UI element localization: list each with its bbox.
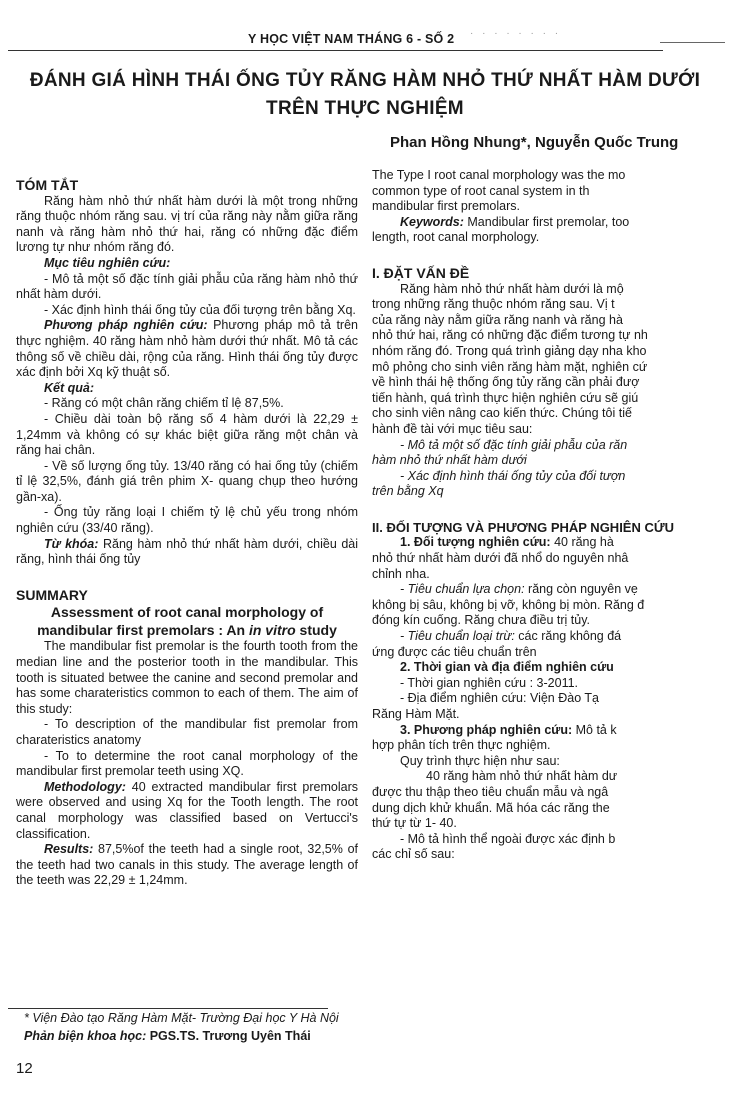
summary-title-line-1: Assessment of root canal morphology of [50,604,324,621]
s2-line: các chỉ số sau: [372,847,455,862]
s2-method-label: 3. Phương pháp nghiên cứu: [400,722,573,737]
summary-aim-1: - To description of the mandibular fist premolar from charateristics anatomy [16,717,358,747]
reviewer-label: Phản biện khoa học: [24,1029,147,1043]
s1-line: trong những răng thuộc nhóm răng sau. Vị t [372,297,615,312]
s1-line: của răng này nằm giữa răng nanh và răng hà [372,312,623,327]
s1-aim-1-cont: hàm nhỏ thứ nhất hàm dưới [372,453,527,468]
methods-vi-label: Phương pháp nghiên cứu: [44,318,208,333]
objective-2: - Xác định hình thái ống tủy của đối tượng trên bằng Xq. [44,302,356,317]
keywords-vi-text: Răng hàm nhỏ thứ nhất hàm dưới, chiều dài răng, hình thái ống tủy [16,536,358,567]
result-vi-4: - Ống tủy răng loại I chiếm tỷ lệ chủ yếu trong nhóm nghiên cứu (33/40 răng). [16,505,358,536]
article-title-line-2: TRÊN THỰC NGHIỆM [266,98,464,119]
s2-line: thứ tự từ 1- 40. [372,816,457,831]
s2-subjects [372,535,700,551]
footnote-rule [8,1008,328,1009]
result-vi-3: - Về số lượng ống tủy. 13/40 răng có hai ống tủy (chiếm tỉ lệ 32,5%, đánh giá trên phim X- quang chụp theo hướng gần-xa). [16,458,358,504]
section-1-heading: I. ĐẶT VẤN ĐỀ [372,264,470,281]
summary-title-2b: in vitro [248,622,296,639]
s2-line: được thu thập theo tiêu chuẩn mẫu và ngâ [372,784,609,799]
keywords-vi-label: Từ khóa: [44,536,99,551]
s1-line: mô phỏng cho sinh viên răng hàm mặt, nghiên cứ [372,359,648,374]
summary-title-2a: mandibular first premolars : An [37,622,249,639]
methodology-en-text: 40 extracted mandibular first premolars were observed and using Xq for the Tooth length. The root canal morphology was classified based on Vertucci's classification. [16,779,358,841]
s1-aim-2: - Xác định hình thái ống tủy của đối tượn [400,468,626,483]
running-header [0,26,731,52]
keywords-en-text: Mandibular first premolar, too [463,214,630,229]
results-en [16,842,358,889]
summary-cont-line-3: mandibular first premolars. [372,199,520,214]
s1-line: về hình thái hệ thống ống tủy răng cần phải đượ [372,375,640,390]
summary-intro: The mandibular fist premolar is the fourth tooth from the median line and the posterior tooth in the mandibular. This tooth is situated betwee the canine and second premolar and has some charateristics common to each of them. The aim of this study: [16,639,358,716]
s2-inclusion-label: - Tiêu chuẩn lựa chọn: [400,582,525,597]
header-dash [660,42,725,43]
s1-line: nhỏ thứ hai, răng có những đặc điểm tương tự nh [372,328,648,343]
s2-inclusion [372,582,700,598]
objectives-label: Mục tiêu nghiên cứu: [44,255,171,270]
s2-inclusion-text: răng còn nguyên vẹ [524,582,638,597]
s2-time: - Thời gian nghiên cứu : 3-2011. [400,675,579,690]
abstract-vi-intro: Răng hàm nhỏ thứ nhất hàm dưới là một trong những răng thuộc nhóm răng sau. vị trí của răng này nằm giữa răng nanh và răng hàm nhỏ thứ hai, răng có những đặc điểm lương tự như nhóm răng đó. [16,193,358,255]
keywords-en-line-2: length, root canal morphology. [372,230,540,245]
s2-subjects-text: 40 răng hà [550,535,614,550]
result-vi-1: - Răng có một chân răng chiếm tỉ lệ 87,5%. [44,396,284,411]
s2-line: Răng Hàm Mặt. [372,707,460,721]
s2-method [372,723,700,739]
s2-line: chỉnh nha. [372,566,430,581]
s2-line: nhỏ thứ nhất hàm dưới đã nhổ do nguyên nhâ [372,551,629,566]
scan-noise: · · · · · · · · [470,28,562,39]
s1-line: cho sinh viên nâng cao kiến thức. Chúng tôi tiế [372,406,632,421]
s2-place: - Địa điểm nghiên cứu: Viện Đào Tạ [400,691,599,706]
summary-aim-2: - To to determine the root canal morphology of the mandibular first premolar teeth using XQ. [16,748,358,779]
results-en-text: 87,5%of the teeth had a single root, 32,5% of the teeth had two canals in this study. The average length of the teeth was 22,29 ± 1,24mm. [16,842,358,888]
methodology-en [16,780,358,842]
summary-heading: SUMMARY [16,586,88,603]
s2-subjects-label: 1. Đối tượng nghiên cứu: [400,535,551,550]
objective-1: - Mô tả một số đặc tính giải phẫu của răng hàm nhỏ thứ nhất hàm dưới. [16,271,358,302]
s2-line: 40 răng hàm nhỏ thứ nhất hàm dư [426,769,618,784]
keywords-en-label: Keywords: [400,214,464,229]
s2-line: hợp phân tích trên thực nghiệm. [372,738,551,753]
s1-line: Răng hàm nhỏ thứ nhất hàm dưới là mộ [400,281,624,296]
s2-exclusion [372,629,700,645]
article-title-line-1: ĐÁNH GIÁ HÌNH THÁI ỐNG TỦY RĂNG HÀM NHỎ THỨ NHẤT HÀM DƯỚI [29,70,701,91]
methods-vi-text: Phương pháp mô tả trên thực nghiệm. 40 răng hàm nhỏ hàm dưới thứ nhất. Mô tả các thông số về chiều dài, rộng của răng. Hình thái ống tủy được xác định bởi Xq kỹ thuật số. [16,318,358,380]
reviewer-name: PGS.TS. Trương Uyên Thái [146,1029,311,1043]
s1-line: hành đề tài với mục tiêu sau: [372,421,533,436]
keywords-en [372,215,700,231]
results-en-label: Results: [44,842,94,857]
summary-title-2c: study [295,622,337,639]
s2-line: đóng kín cuống. Răng chưa điều trị tủy. [372,613,590,628]
author-list: Phan Hồng Nhung*, Nguyễn Quốc Trung [390,134,679,151]
summary-title-line-2 [16,621,358,639]
s2-procedure: Quy trình thực hiện như sau: [400,753,560,768]
journal-running-head: Y HỌC VIỆT NAM THÁNG 6 - SỐ 2 [248,32,455,46]
page-number: 12 [16,1060,33,1077]
summary-cont-line-1: The Type I root canal morphology was the mo [372,168,626,182]
s1-line: nhóm răng đó. Trong quá trình giảng dạy nha kho [372,343,647,358]
s1-line: tiến hành, quá trình thực hiện nghiên cứu sẽ giú [372,390,639,405]
summary-cont-line-2: common type of root canal system in th [372,183,590,198]
s1-aim-1: - Mô tả một số đặc tính giải phẫu của răn [400,437,628,452]
footnote-reviewer [24,1029,311,1043]
s2-exclusion-label: - Tiêu chuẩn loại trừ: [400,629,515,644]
s2-time-place-heading: 2. Thời gian và địa điểm nghiên cứu [400,660,614,675]
s1-aim-2-cont: trên bằng Xq [372,484,444,499]
s2-line: - Mô tả hình thể ngoài được xác định b [400,831,616,846]
right-column [372,168,700,863]
section-2-heading: II. ĐỐI TƯỢNG VÀ PHƯƠNG PHÁP NGHIÊN CỨU [372,519,675,535]
keywords-vi [16,537,358,568]
s2-line: dung dịch khử khuẩn. Mã hóa các răng the [372,800,610,815]
s2-exclusion-text: các răng không đá [514,629,622,644]
s2-line: ứng được các tiêu chuẩn trên [372,644,537,659]
header-rule [8,50,663,51]
result-vi-2: - Chiều dài toàn bộ răng số 4 hàm dưới là 22,29 ± 1,24mm và không có sự khác biệt giữa răng một chân và răng hai chân. [16,411,358,458]
methodology-en-label: Methodology: [44,779,126,794]
results-vi-label: Kết quả: [44,380,94,395]
s2-method-text: Mô tả k [572,722,617,737]
methods-vi [16,318,358,380]
abstract-vi-heading: TÓM TẮT [16,177,79,193]
s2-line: không bị sâu, không bị vỡ, không bị mòn. Răng đ [372,597,645,612]
left-column [16,168,358,889]
footnote-affiliation: * Viện Đào tạo Răng Hàm Mặt- Trường Đại học Y Hà Nội [24,1011,339,1025]
